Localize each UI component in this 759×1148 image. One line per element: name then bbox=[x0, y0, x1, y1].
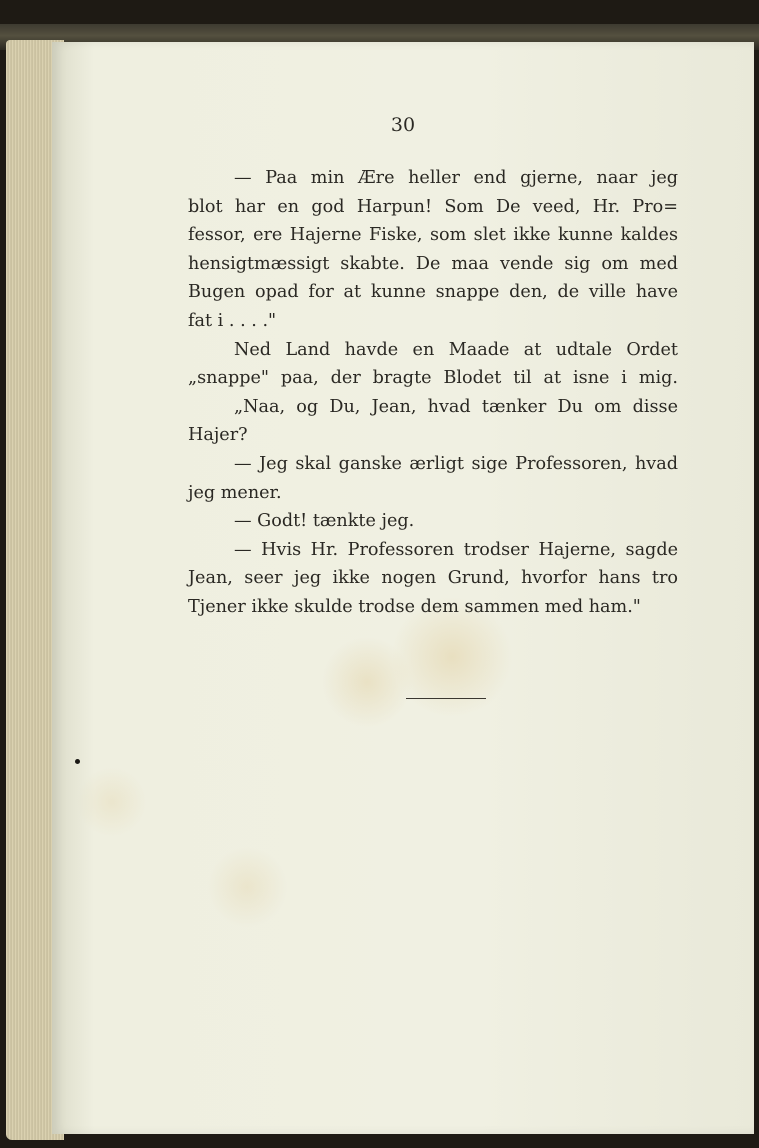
text-line: hensigtmæssigt skabte. De maa vende sig om med bbox=[188, 253, 678, 274]
text-line: — Paa min Ære heller end gjerne, naar jeg bbox=[234, 168, 678, 188]
text-line: fat i . . . ." bbox=[188, 310, 277, 331]
text-line: Tjener ikke skulde trodse dem sammen med ham." bbox=[188, 596, 641, 617]
text-line: Jean, seer jeg ikke nogen Grund, hvorfor hans tro bbox=[188, 568, 678, 589]
text-line: „Naa, og Du, Jean, hvad tænker Du om disse bbox=[234, 396, 678, 417]
text-line: blot har en god Harpun! Som De veed, Hr. Pro= bbox=[188, 196, 678, 217]
text-line: — Hvis Hr. Professoren trodser Hajerne, sagde bbox=[234, 539, 678, 560]
text-line: Hajer? bbox=[188, 425, 248, 446]
text-line: „snappe" paa, der bragte Blodet til at isne i mig. bbox=[188, 368, 678, 389]
page-number: 30 bbox=[390, 114, 416, 136]
book-page bbox=[52, 42, 754, 1134]
text-line: jeg mener. bbox=[188, 482, 282, 503]
text-line: fessor, ere Hajerne Fiske, som slet ikke kunne kaldes bbox=[188, 225, 678, 246]
text-line: Bugen opad for at kunne snappe den, de ville have bbox=[188, 282, 678, 303]
text-line: — Jeg skal ganske ærligt sige Professoren, hvad bbox=[234, 453, 678, 474]
text-line: Ned Land havde en Maade at udtale Ordet bbox=[234, 339, 678, 360]
body-text bbox=[188, 164, 678, 622]
section-divider bbox=[406, 698, 486, 700]
ink-speck bbox=[75, 759, 80, 764]
text-line: — Godt! tænkte jeg. bbox=[234, 511, 415, 532]
